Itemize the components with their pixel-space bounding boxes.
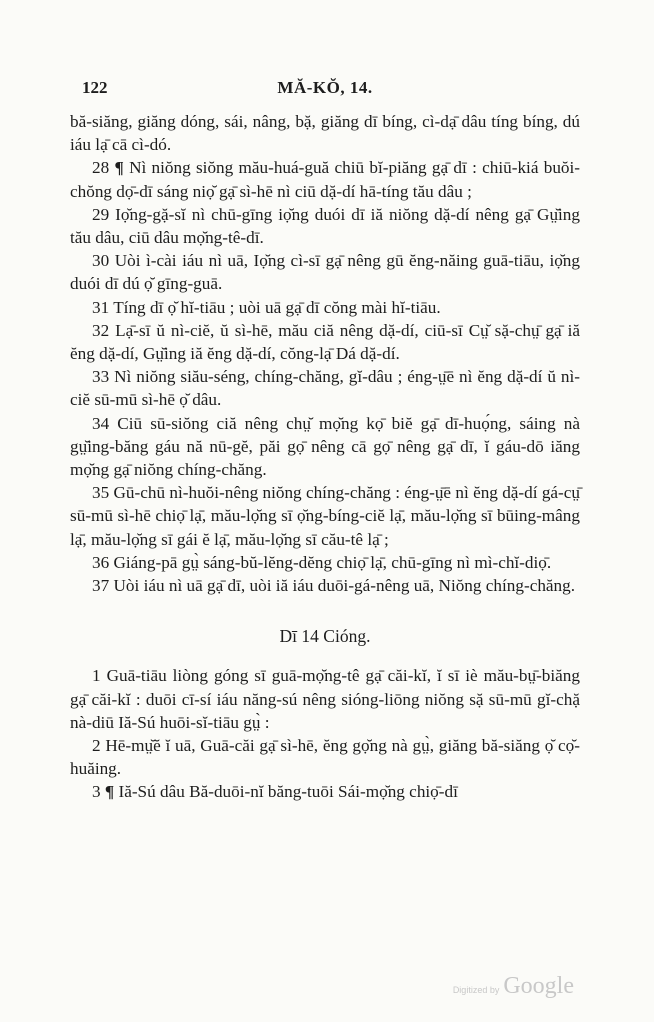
chapter-title: Dī 14 Cióng. [279, 626, 371, 647]
verse-number: 31 [92, 297, 110, 317]
verse [70, 412, 580, 482]
chapter-13-verses [70, 110, 580, 597]
page-number: 122 [82, 78, 108, 97]
verse-number: 3 [92, 782, 101, 802]
google-watermark [453, 973, 574, 1000]
verse-text: Uòi iáu nì uā gạ̄ dī, uòi iă iáu duōi-gá-nêng uā, Niŏng chíng-chăng. [113, 576, 576, 596]
verse-text: Hē-mṳ̆ĕ ĭ uā, Guā-căi gạ̄ sì-hē, ĕng gọ̆ng nà gṳ̀, giăng bă-siăng ọ̆ cọ̆-huăing. [70, 736, 581, 779]
verse-text: Nì niŏng siău-séng, chíng-chăng, gĭ-dâu ; éng-ṳ̄ē nì ĕng dặ-dí ŭ nì-ciĕ sū-mū sì-hē ọ̆ dâu. [70, 367, 580, 410]
verse [70, 734, 580, 780]
watermark-prefix: Digitized by [452, 985, 500, 995]
verse-number: 36 [92, 552, 110, 572]
verse [70, 296, 580, 319]
pilcrow-mark: ¶ [114, 158, 124, 178]
chapter-14-verses [70, 664, 580, 803]
verse-number: 2 [92, 736, 101, 756]
verse [70, 481, 580, 551]
verse-text: Nì niŏng siŏng mău-huá-guă chiū bĭ-piăng gạ̄ dī : chiū-kiá buŏi-chŏng dọ̄-dī sáng niọ̆ gạ̄ sì-hē nì ciū dặ-dí hā-tíng tău dâu ; [70, 158, 581, 201]
verse-number: 33 [92, 367, 110, 387]
verse [70, 664, 580, 734]
verse-text: Ciū sū-siŏng ciă nêng chṳ̆ mọ̆ng kọ̄ biĕ gạ̄ dī-huọ́ng, sáing nà gṳ̆ing-băng gáu nă nū-gĕ, păi gọ̄ nêng cā gọ̄ nêng gạ̄ dī, ĭ gáu-dō iăng mọ̆ng gạ̄ niŏng chíng-chăng. [70, 413, 581, 480]
verse-number: 35 [92, 483, 110, 503]
verse-text: Guā-tiāu liòng góng sī guā-mọ̆ng-tê gạ̄ căi-kĭ, ĭ sī iè mău-bṳ̄-biăng gạ̄ căi-kĭ : duōi cī-sí iáu năng-sú nêng sióng-liōng niŏng sặ sū-mū gĭ-chặ nà-diū Iă-Sú huōi-sĭ-tiāu gṳ̀ : [70, 666, 580, 732]
verse-number: 32 [92, 320, 110, 340]
page-header [70, 78, 580, 104]
verse-number: 34 [92, 413, 110, 433]
pilcrow-mark: ¶ [104, 782, 115, 802]
verse [70, 156, 580, 202]
verse-text: Gū-chū nì-huŏi-nêng niŏng chíng-chăng : éng-ṳ̄ē nì ĕng dặ-dí gá-cṳ̄ sū-mū sì-hē chiọ̄ lạ̄, mău-lọ̆ng sī ọ̆ng-bíng-ciĕ lạ̄, mău-lọ̆ng sī būing-mâng lạ̄, mău-lọ̆ng sī gái ĕ lạ̄, mău-lọ̆ng sī cău-tê lạ̄ ; [70, 483, 581, 549]
verse-text: Iọ̆ng-gặ-sĭ nì chū-gīng iọ̆ng duói dī iă niŏng dặ-dí nêng gạ̄ Gṳ̆ing tău dâu, ciū dâu mọ̆ng-tê-dī. [70, 204, 580, 248]
verse-text: Lạ̄-sī ŭ nì-ciĕ, ŭ sì-hē, mău ciă nêng dặ-dí, ciū-sī Cṳ̆ sặ-chṳ̄ gạ̄ iă ĕng dặ-dí, Gṳ̆ing iă ĕng dặ-dí, cŏng-lạ̄ Dá dặ-dí. [70, 320, 580, 364]
verse [70, 551, 580, 574]
book-page [70, 78, 580, 804]
verse-number: 1 [92, 666, 101, 686]
verse-text: Tíng dī ọ̆ hĭ-tiāu ; uòi uā gạ̄ dī cŏng mài hĭ-tiāu. [113, 297, 441, 317]
verse [70, 319, 580, 365]
verse-text: Uòi ì-cài iáu nì uā, Iọ̆ng cì-sī gạ̄ nêng gū ĕng-năing guā-tiāu, iọ̆ng duói dī dú ọ̆ gīng-guā. [70, 251, 580, 294]
verse [70, 780, 580, 803]
verse-number: 37 [92, 576, 110, 596]
running-head: MĂ-KŎ, 14. [277, 78, 373, 97]
verse-number: 30 [92, 251, 110, 271]
verse-text: Giáng-pā gṳ̀ sáng-bŭ-lĕng-dĕng chiọ̄ lạ̄, chū-gīng nì mì-chĭ-diọ̄. [113, 552, 552, 572]
body-text [70, 110, 580, 804]
google-logo: Google [503, 973, 574, 999]
verse-text: Iă-Sú dâu Bă-duōi-nĭ băng-tuōi Sái-mọ̆ng chiọ̄-dī [118, 782, 458, 802]
verse [70, 574, 580, 597]
verse [70, 249, 580, 295]
verse [70, 203, 580, 249]
verse-number: 29 [92, 204, 110, 224]
continued-text [70, 110, 580, 156]
verse-text: bă-siăng, giăng dóng, sái, nâng, bặ, giăng dī bíng, cì-dạ̄ dâu tíng bíng, dú iáu lạ̄ cā cì-dó. [70, 112, 580, 155]
verse [70, 365, 580, 411]
verse-number: 28 [92, 158, 110, 178]
